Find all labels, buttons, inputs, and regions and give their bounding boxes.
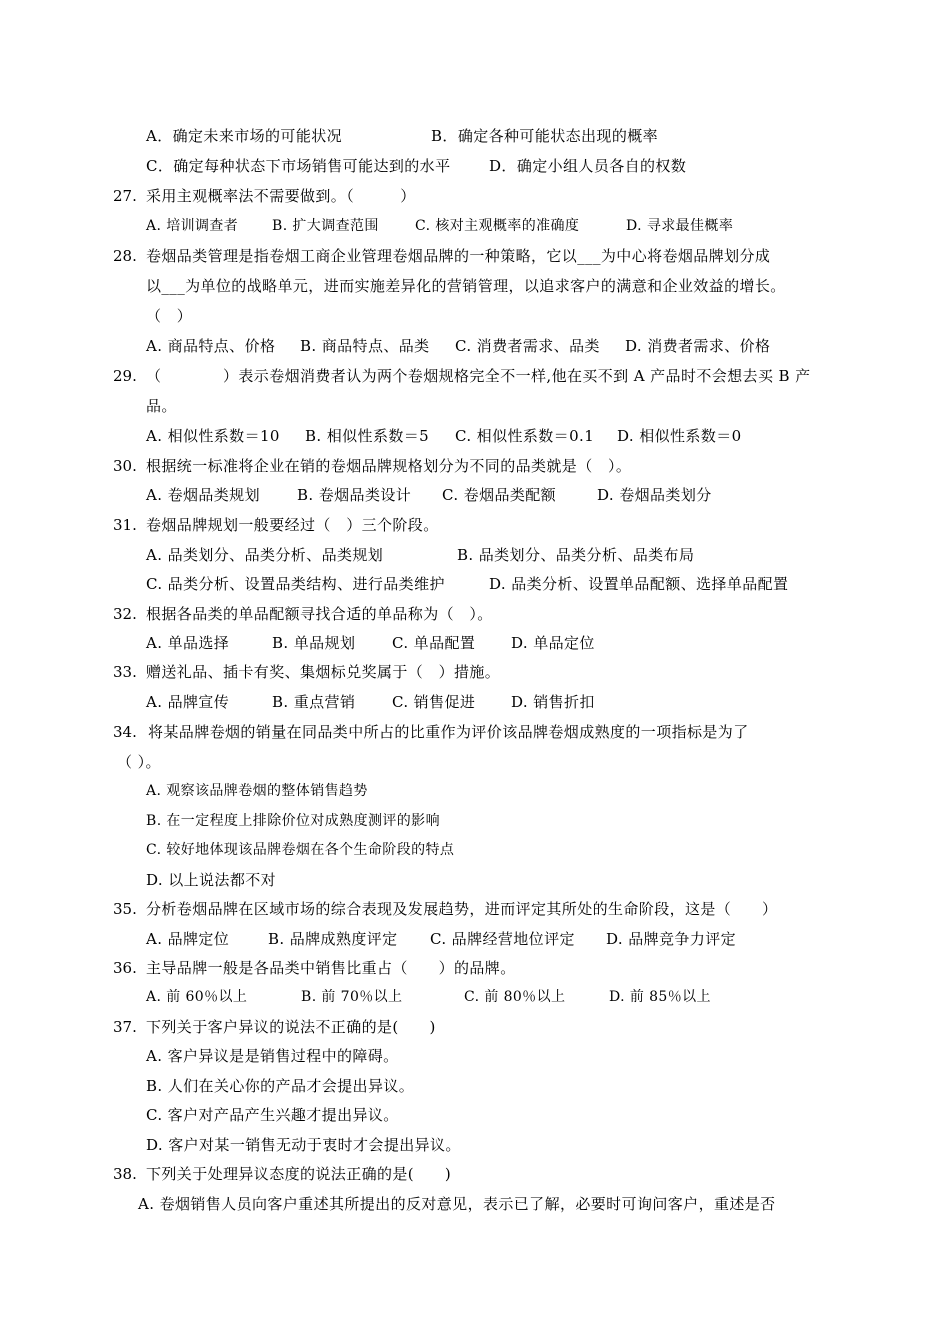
q31-number: 31. <box>113 516 137 534</box>
q33-option-d: D. 销售折扣 <box>511 693 595 711</box>
q31-text: 卷烟品牌规划一般要经过（ ）三个阶段。 <box>146 516 439 534</box>
q28-option-b: B. 商品特点、品类 <box>300 337 430 355</box>
q32-option-d: D. 单品定位 <box>511 634 595 652</box>
q37-text: 下列关于客户异议的说法不正确的是( ) <box>146 1018 436 1036</box>
q27-option-c: C. 核对主观概率的准确度 <box>415 218 580 234</box>
q28-option-a: A. 商品特点、价格 <box>146 337 276 355</box>
q27-number: 27. <box>113 187 137 205</box>
q26-option-a: A．确定未来市场的可能状况 <box>146 127 343 145</box>
q30-option-b: B. 卷烟品类设计 <box>297 486 412 504</box>
q28-line3: （ ） <box>146 307 193 325</box>
q36-number: 36. <box>113 959 137 977</box>
q36-option-d: D. 前 85％以上 <box>609 989 711 1005</box>
q34-number: 34. <box>113 723 137 741</box>
q36-option-b: B. 前 70％以上 <box>301 989 403 1005</box>
q38-number: 38. <box>113 1165 137 1183</box>
q32-option-a: A. 单品选择 <box>146 634 230 652</box>
q35-option-c: C. 品牌经营地位评定 <box>430 930 575 948</box>
q30-option-a: A. 卷烟品类规划 <box>146 486 260 504</box>
q33-text: 赠送礼品、插卡有奖、集烟标兑奖属于（ ）措施。 <box>146 663 501 681</box>
q33-option-c: C. 销售促进 <box>392 693 476 711</box>
q27-option-a: A. 培训调查者 <box>146 218 239 234</box>
q37-number: 37. <box>113 1018 137 1036</box>
q36-option-c: C. 前 80％以上 <box>464 989 566 1005</box>
q33-option-a: A. 品牌宣传 <box>146 693 230 711</box>
q26-option-b: B．确定各种可能状态出现的概率 <box>431 127 659 145</box>
q29-option-b: B. 相似性系数＝5 <box>305 427 430 445</box>
q30-option-c: C. 卷烟品类配额 <box>442 486 557 504</box>
q27-option-b: B. 扩大调查范围 <box>272 218 379 234</box>
q30-option-d: D. 卷烟品类划分 <box>597 486 712 504</box>
q37-option-c: C. 客户对产品产生兴趣才提出异议。 <box>146 1106 399 1124</box>
q34-option-a: A. 观察该品牌卷烟的整体销售趋势 <box>146 783 368 799</box>
q29-option-c: C. 相似性系数＝0.1 <box>455 427 595 445</box>
q37-option-d: D. 客户对某一销售无动于衷时才会提出异议。 <box>146 1136 461 1154</box>
q29-line2: 品。 <box>146 397 177 415</box>
q35-option-d: D. 品牌竞争力评定 <box>606 930 737 948</box>
q29-line1: （ ）表示卷烟消费者认为两个卷烟规格完全不一样,他在买不到 A 产品时不会想去买 B 产 <box>146 367 811 385</box>
q28-option-d: D. 消费者需求、价格 <box>625 337 771 355</box>
q33-option-b: B. 重点营销 <box>272 693 356 711</box>
q28-line2: 以___为单位的战略单元，进而实施差异化的营销管理，以追求客户的满意和企业效益的增长。 <box>146 277 786 295</box>
q26-option-c: C．确定每种状态下市场销售可能达到的水平 <box>146 157 451 175</box>
q29-option-a: A. 相似性系数＝10 <box>146 427 280 445</box>
q28-number: 28. <box>113 247 137 265</box>
q35-option-b: B. 品牌成熟度评定 <box>268 930 398 948</box>
q37-option-a: A. 客户异议是是销售过程中的障碍。 <box>146 1047 399 1065</box>
q30-number: 30. <box>113 457 137 475</box>
q31-option-b: B. 品类划分、品类分析、品类布局 <box>457 546 695 564</box>
q29-number: 29. <box>113 367 137 385</box>
q36-text: 主导品牌一般是各品类中销售比重占（ ）的品牌。 <box>146 959 516 977</box>
q32-option-b: B. 单品规划 <box>272 634 356 652</box>
q31-option-d: D. 品类分析、设置单品配额、选择单品配置 <box>489 575 789 593</box>
q29-option-d: D. 相似性系数＝0 <box>617 427 742 445</box>
q33-number: 33. <box>113 663 137 681</box>
q31-option-c: C. 品类分析、设置品类结构、进行品类维护 <box>146 575 445 593</box>
q32-option-c: C. 单品配置 <box>392 634 476 652</box>
q34-line1: 将某品牌卷烟的销量在同品类中所占的比重作为评价该品牌卷烟成熟度的一项指标是为了 <box>148 723 749 741</box>
q36-option-a: A. 前 60％以上 <box>146 989 248 1005</box>
q35-text: 分析卷烟品牌在区域市场的综合表现及发展趋势，进而评定其所处的生命阶段，这是（ ） <box>146 900 778 918</box>
q32-text: 根据各品类的单品配额寻找合适的单品称为（ ）。 <box>146 605 493 623</box>
q34-option-d: D. 以上说法都不对 <box>146 871 277 889</box>
q27-option-d: D. 寻求最佳概率 <box>626 218 734 234</box>
q37-option-b: B. 人们在关心你的产品才会提出异议。 <box>146 1077 415 1095</box>
q34-option-b: B. 在一定程度上排除价位对成熟度测评的影响 <box>146 813 440 829</box>
q34-option-c: C. 较好地体现该品牌卷烟在各个生命阶段的特点 <box>146 842 455 858</box>
q34-line2: （ ）。 <box>117 753 161 771</box>
q26-option-d: D．确定小组人员各自的权数 <box>489 157 687 175</box>
q28-option-c: C. 消费者需求、品类 <box>455 337 600 355</box>
q27-text: 采用主观概率法不需要做到。（ ） <box>146 187 416 205</box>
q32-number: 32. <box>113 605 137 623</box>
q35-number: 35. <box>113 900 137 918</box>
q38-text: 下列关于处理异议态度的说法正确的是( ) <box>146 1165 452 1183</box>
q38-option-a: A. 卷烟销售人员向客户重述其所提出的反对意见，表示已了解，必要时可询问客户，重述是否 <box>138 1195 776 1213</box>
q35-option-a: A. 品牌定位 <box>146 930 230 948</box>
q28-line1: 卷烟品类管理是指卷烟工商企业管理卷烟品牌的一种策略，它以___为中心将卷烟品牌划分成 <box>146 247 771 265</box>
q31-option-a: A. 品类划分、品类分析、品类规划 <box>146 546 384 564</box>
q30-text: 根据统一标准将企业在销的卷烟品牌规格划分为不同的品类就是（ ）。 <box>146 457 632 475</box>
